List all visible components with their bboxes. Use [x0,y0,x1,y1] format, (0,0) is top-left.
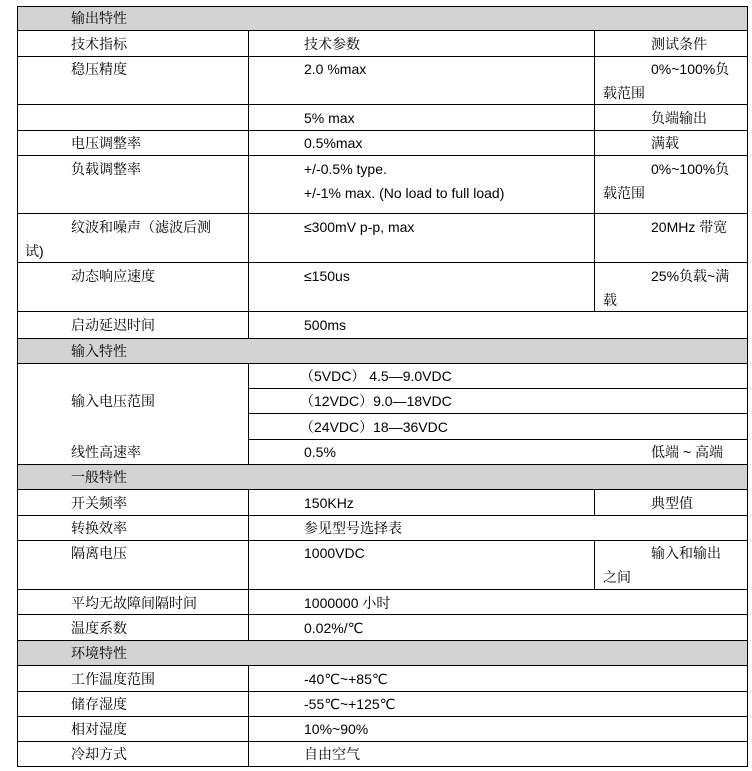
condition-cell: 低端 ~ 高端 [651,444,723,460]
row-divider [17,155,748,156]
param-cell: +/-0.5% type. [304,161,387,177]
row-divider [17,311,748,312]
row-divider [17,130,748,131]
row-divider [17,716,748,717]
indicator-cell: 温度系数 [71,620,127,636]
condition-cell-wrap: 载范围 [603,85,645,101]
param-cell: 自由空气 [304,746,360,762]
param-cell: 500ms [304,317,347,333]
header-indicator: 技术指标 [71,36,127,52]
indicator-cell: 转换效率 [71,520,127,536]
row-divider [17,104,748,105]
indicator-cell: 纹波和噪声（滤波后测 [71,219,211,235]
section-title-output: 输出特性 [71,10,127,26]
condition-cell-wrap: 载 [603,292,617,308]
indicator-cell: 稳压精度 [71,61,127,77]
param-cell: 5% max [304,110,355,126]
param-cell: 150KHz [304,495,354,511]
condition-cell: 0%~100%负 [651,161,730,177]
param-cell: 参见型号选择表 [304,520,402,536]
param-cell: 1000VDC [304,545,365,561]
indicator-cell: 线性高速率 [71,444,141,460]
param-cell: （12VDC）9.0—18VDC [300,393,452,409]
indicator-cell: 电压调整率 [71,135,141,151]
section-title-input: 输入特性 [71,343,127,359]
row-divider [248,388,748,389]
condition-cell: 典型值 [651,495,693,511]
col-divider [594,540,595,590]
condition-cell: 20MHz 带宽 [651,219,728,235]
condition-cell: 负端输出 [651,110,707,126]
row-divider [17,589,748,590]
col-divider [594,30,595,312]
row-divider [17,640,748,641]
col-divider [747,6,748,767]
condition-cell-wrap: 之间 [603,569,631,585]
row-divider [248,439,748,440]
param-cell: 10%~90% [304,721,369,737]
col-divider [248,30,249,338]
row-divider [17,691,748,692]
row-divider [17,56,748,57]
row-divider [17,489,748,490]
col-divider [594,489,595,515]
param-cell: 0.5%max [304,135,363,151]
param-cell: 0.5% [304,444,336,460]
indicator-cell: 工作温度范围 [71,671,155,687]
param-cell: -40℃~+85℃ [304,671,388,687]
row-divider [17,741,748,742]
row-divider [248,413,748,414]
param-cell: -55℃~+125℃ [304,696,396,712]
param-cell: ≤300mV p-p, max [304,219,415,235]
indicator-cell: 启动延迟时间 [71,317,155,333]
row-divider [17,30,748,31]
section-title-environment: 环境特性 [71,645,127,661]
indicator-cell: 隔离电压 [71,545,127,561]
indicator-cell: 开关频率 [71,495,127,511]
param-cell: 0.02%/℃ [304,620,364,636]
header-parameter: 技术参数 [304,36,360,52]
param-cell: 2.0 %max [304,61,367,77]
condition-cell: 满载 [651,135,679,151]
col-divider [248,363,249,464]
indicator-cell: 冷却方式 [71,746,127,762]
row-divider [17,464,748,465]
condition-cell-wrap: 载范围 [603,185,645,201]
row-divider [17,540,748,541]
col-divider [17,6,18,767]
indicator-cell: 平均无故障间隔时间 [71,595,197,611]
condition-cell: 0%~100%负 [651,61,730,77]
indicator-cell: 相对湿度 [71,721,127,737]
condition-cell: 25%负载~满 [651,268,730,284]
row-divider [17,665,748,666]
indicator-cell: 动态响应速度 [71,268,155,284]
row-divider [17,338,748,339]
row-divider [17,262,748,263]
param-cell: ≤150us [304,268,350,284]
row-divider [17,515,748,516]
condition-cell: 输入和输出 [651,545,721,561]
header-condition: 测试条件 [651,36,707,52]
indicator-cell-wrap: 试) [25,243,44,259]
indicator-cell: 负载调整率 [71,161,141,177]
row-divider [17,766,748,767]
indicator-cell: 储存湿度 [71,696,127,712]
col-divider [248,489,249,640]
row-divider [17,363,748,364]
col-divider [248,665,249,767]
param-cell: （24VDC）18—36VDC [300,419,448,435]
indicator-cell: 输入电压范围 [71,393,155,409]
param-cell: 1000000 小时 [304,595,391,611]
row-divider [17,6,748,7]
param-cell: （5VDC） 4.5—9.0VDC [300,368,452,384]
section-title-general: 一般特性 [71,469,127,485]
param-cell-line2: +/-1% max. (No load to full load) [304,185,505,201]
row-divider [17,614,748,615]
row-divider [17,213,748,214]
